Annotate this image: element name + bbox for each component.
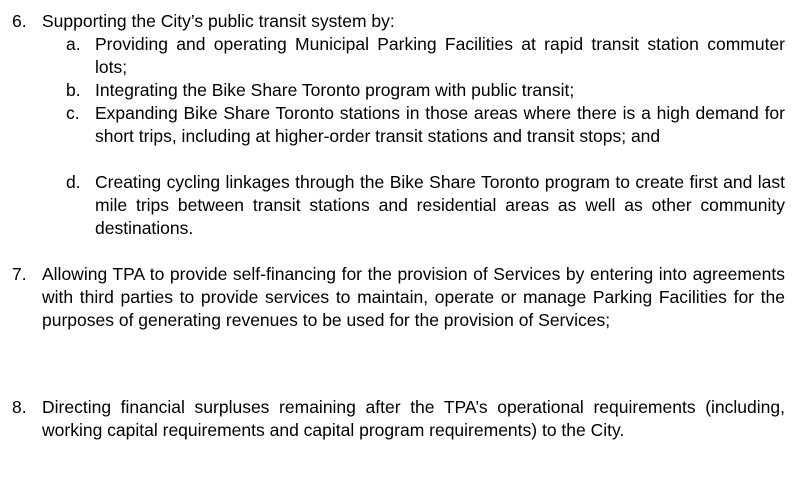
item-number: 8. [12, 397, 27, 417]
item-text: Supporting the City’s public transit system by: [42, 11, 395, 31]
item-number: 6. [12, 11, 27, 31]
item-number: 7. [12, 264, 27, 284]
sub-item-letter: b. [66, 80, 81, 100]
sub-item-text: Integrating the Bike Share Toronto program with public transit; [95, 80, 575, 100]
item-text: Directing financial surpluses remaining after the TPA’s operational requirements (including, working capital requirements and capital program requirements) to the City. [42, 397, 785, 440]
sub-item-letter: c. [66, 103, 80, 123]
sub-item-text: Providing and operating Municipal Parking Facilities at rapid transit station commuter lots; [95, 34, 785, 77]
item-text: Allowing TPA to provide self-financing for the provision of Services by entering into agreements with third parties to provide services to maintain, operate or manage Parking Facilities for the purposes of generating revenues to be used for the provision of Services; [42, 264, 785, 330]
sub-item-text: Expanding Bike Share Toronto stations in those areas where there is a high demand for short trips, including at higher-order transit stations and transit stops; and [95, 103, 785, 146]
sub-item-letter: a. [66, 34, 81, 54]
sub-item-text: Creating cycling linkages through the Bike Share Toronto program to create first and last mile trips between transit stations and residential areas as well as other community destinations. [95, 172, 785, 238]
sub-item-letter: d. [66, 172, 81, 192]
